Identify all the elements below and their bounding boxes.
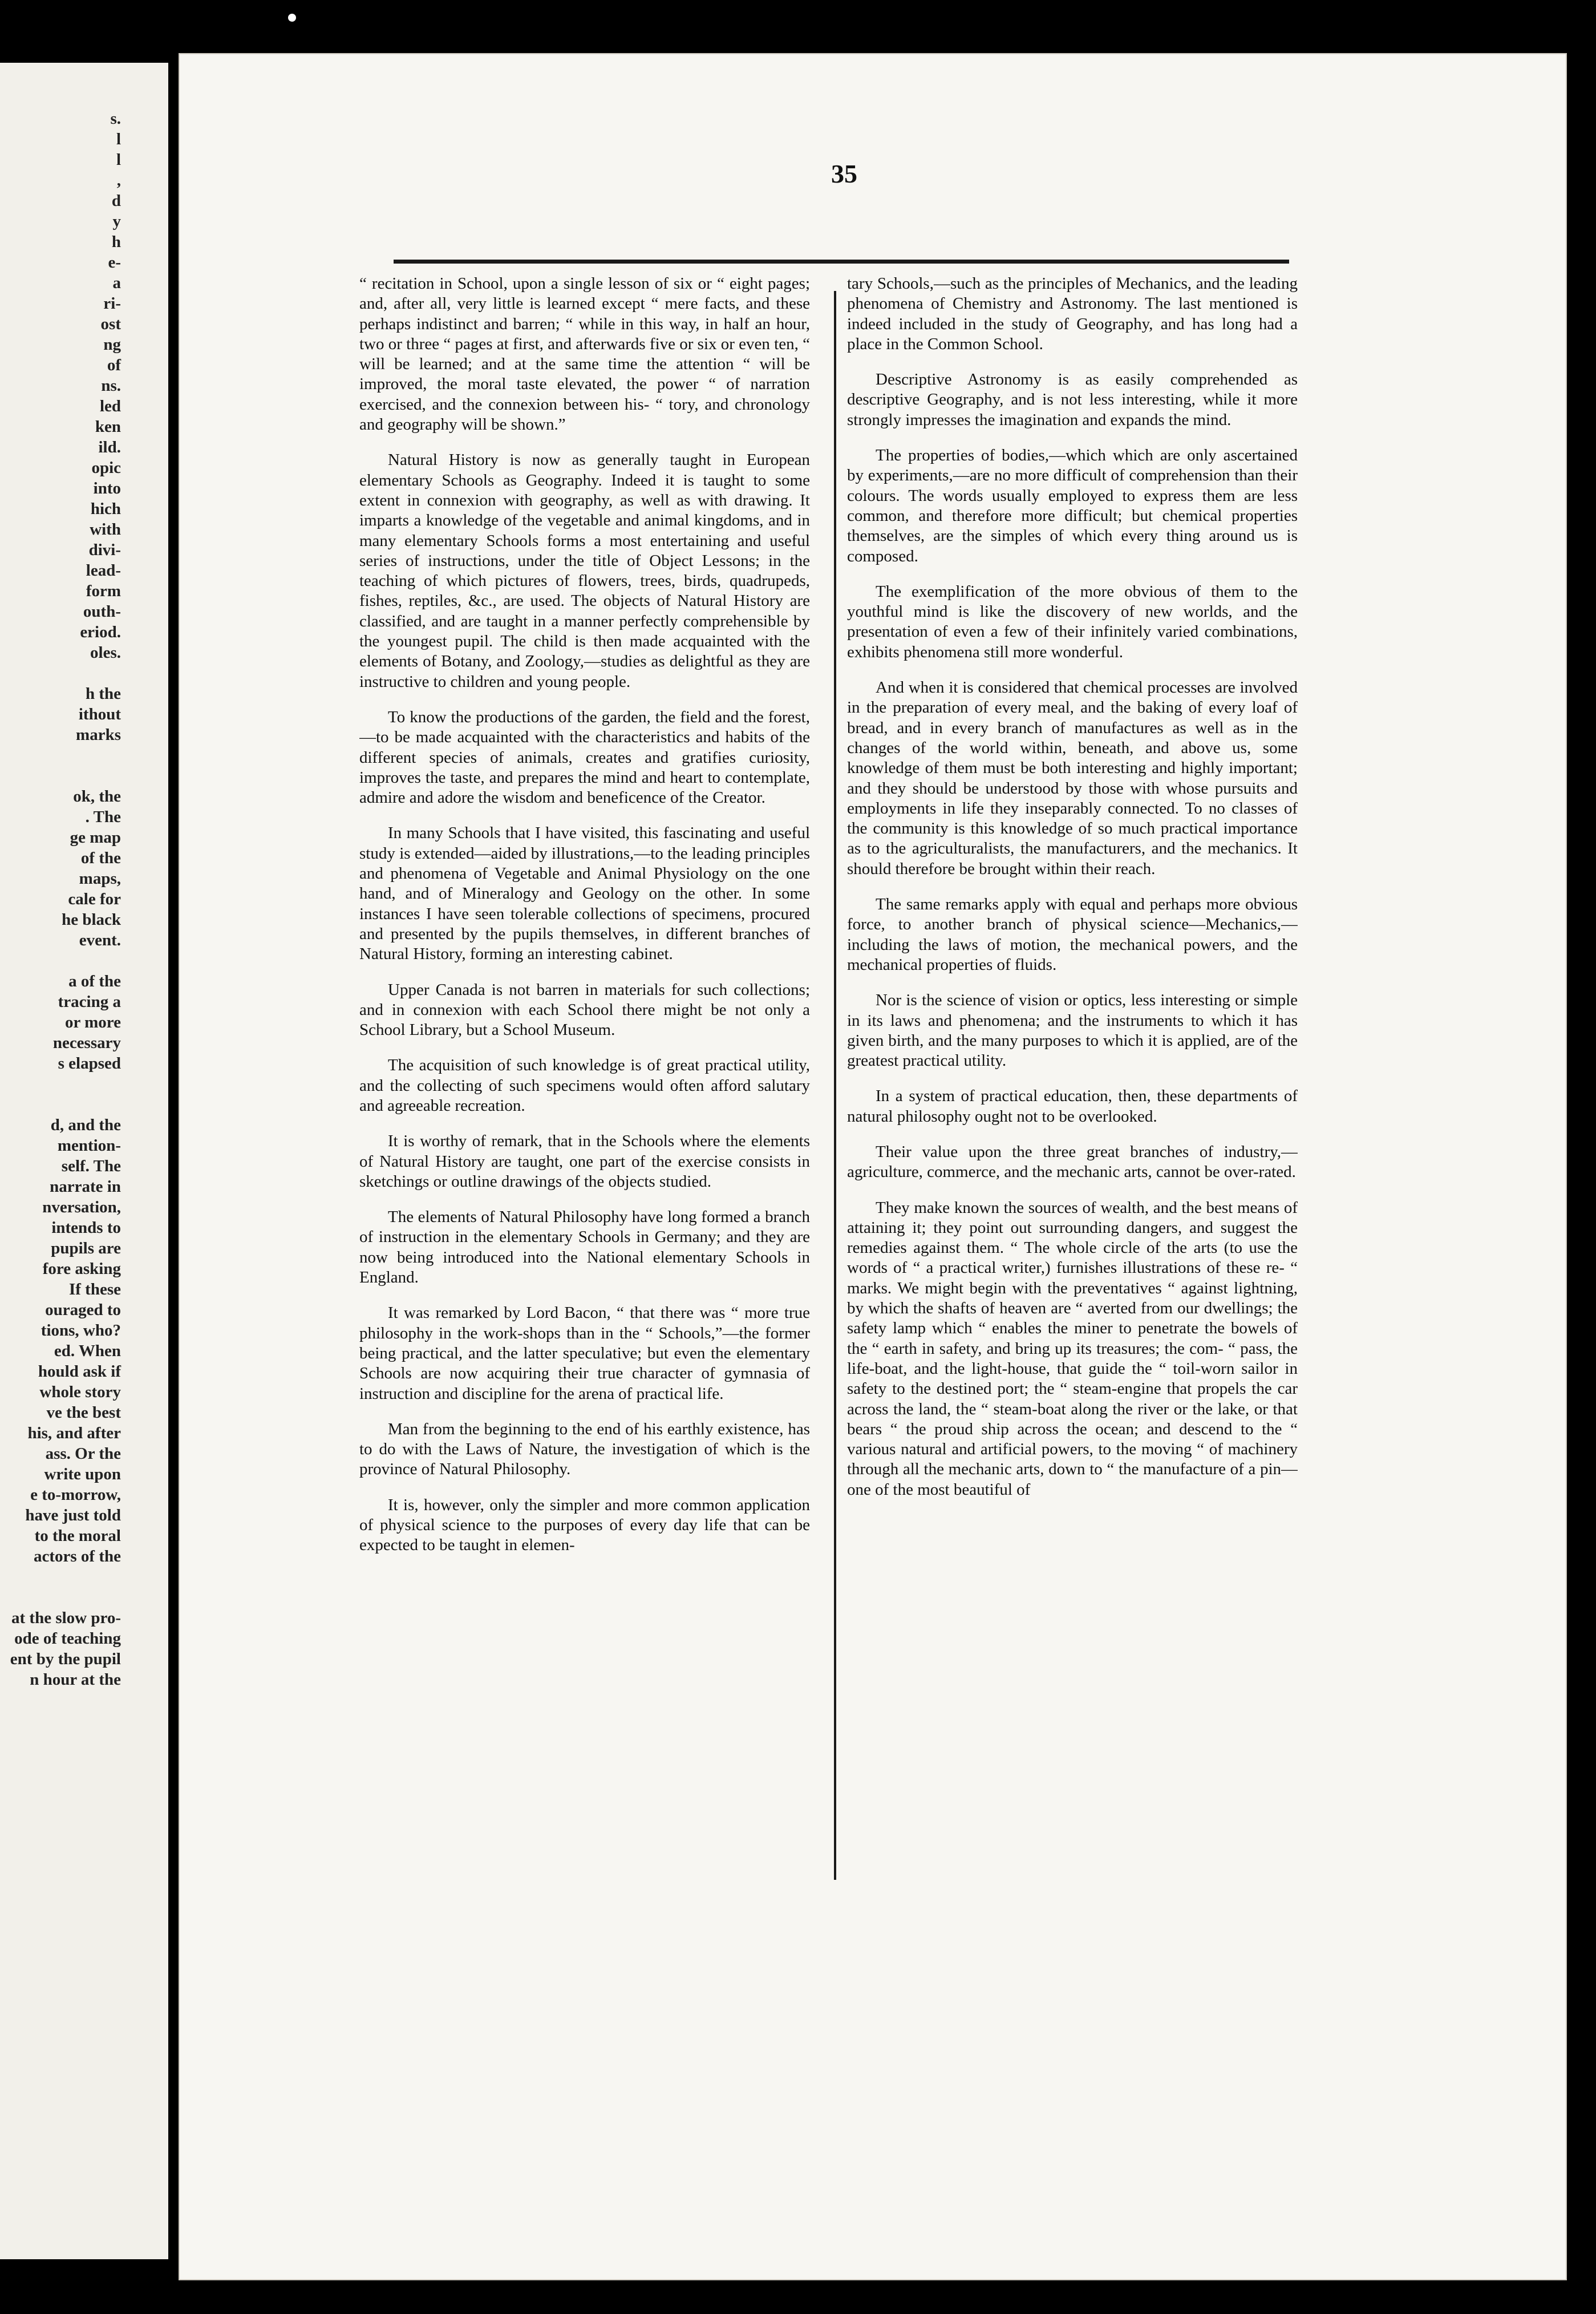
left-fragment-line: self. The	[61, 1157, 121, 1175]
left-fragment-line: his, and after	[27, 1424, 121, 1442]
left-fragment-line: into	[93, 479, 121, 497]
left-column	[359, 274, 810, 1880]
column-divider	[834, 291, 836, 1880]
left-fragment-line: e-	[108, 253, 121, 272]
left-fragment-line: h the	[85, 685, 121, 703]
left-fragment-line: ri-	[103, 294, 121, 313]
left-fragment-line: of the	[80, 849, 121, 867]
paragraph-chemical-processes: And when it is considered that chemical processes are involved in the preparation of every meal, and the baking of every loaf of bread, and in every branch of manufactures as well as in the changes of the world within, beneath, and above us, some knowledge of them must be both interesting and highly important; and they should be understood by those with whose pursuits and employments in life they inseparably connected. To no classes of the community is this knowledge of so much practical importance as to the agriculturalists, the manufacturers, and the mechanics. It should therefore be brought within their reach.	[847, 678, 1298, 878]
left-fragment-line: divi-	[88, 541, 121, 559]
paragraph-lord-bacon: It was remarked by Lord Bacon, “ that there was “ more true philosophy in the work-shops than in the “ Schools,”—the former being practical, and the latter speculative; but even the elementary Schools are now acquiring their true character of gymnasia of instruction and discipline for the arena of practical life.	[359, 1304, 810, 1403]
left-fragment-line: ode of teaching	[14, 1629, 121, 1648]
left-fragment-line: d, and the	[50, 1116, 121, 1134]
left-fragment-line: or more	[65, 1013, 121, 1031]
paragraph-sources-of-wealth: They make known the sources of wealth, and the best means of attaining it; they point out surrounding dangers, and suggest the remedies against them. “ The whole circle of the arts (to use the words of “ a practical writer,) furnishes illustrations of these re- “ marks. We might begin with the preventatives “ against lightning, by which the shafts of heaven are “ averted from our dwellings; the safety lamp which “ enables the miner to penetrate the bowels of the “ earth in safety, and bring up its treasures; the com- “ pass, the life-boat, and the light-house, that guide the “ toil-worn sailor in safety to the destined port; the “ steam-engine that propels the car across the land, the “ steam-boat along the river or the lake, or that bears “ the proud ship across the ocean; and descend to the “ various natural and artificial powers, to the moving “ of machinery through all the mechanic arts, down to “ the manufacture of a pin—one of the most beautiful of	[847, 1198, 1298, 1499]
paragraph-practical-education: In a system of practical education, then, these departments of natural philosophy ought not to be overlooked.	[847, 1087, 1298, 1126]
left-fragment-line: mention-	[57, 1136, 121, 1155]
left-fragment-line: outh-	[83, 602, 121, 621]
left-fragment-line: l	[116, 151, 121, 169]
paragraph-natural-philosophy: The elements of Natural Philosophy have long formed a branch of instruction in the elementary Schools in Germany; and they are now being introduced into the National elementary Schools in England.	[359, 1208, 810, 1287]
left-fragment-line: at the slow pro-	[11, 1609, 121, 1627]
scan-speck	[288, 14, 296, 22]
page-number: 35	[831, 159, 857, 188]
paragraph-physical-science: It is, however, only the simpler and more common application of physical science to the purposes of every day life that can be expected to be taught in elemen-	[359, 1495, 810, 1555]
left-fragment-line: ken	[95, 418, 121, 436]
left-fragment-line: . The	[85, 808, 121, 826]
left-fragment-line: a	[112, 274, 121, 292]
left-fragment-line: oles.	[90, 644, 121, 662]
left-fragment-line: ve the best	[46, 1403, 121, 1422]
left-fragment-line: whole story	[39, 1383, 121, 1401]
left-fragment-line	[0, 766, 121, 786]
left-fragment-line: fore asking	[42, 1260, 121, 1278]
left-fragment-line: ass. Or the	[45, 1445, 121, 1463]
left-fragment-line: ouraged to	[45, 1301, 121, 1319]
left-fragment-line: ent by the pupil	[10, 1650, 121, 1668]
left-fragment-line: ok, the	[73, 787, 121, 806]
paragraph-upper-canada: Upper Canada is not barren in materials for such collections; and in connexion with each School there might be not only a School Library, but a School Museum.	[359, 980, 810, 1039]
left-fragment-line: have just told	[25, 1506, 121, 1524]
paragraph-acquisition: The acquisition of such knowledge is of great practical utility, and the collecting of such specimens would often afford salutary and agreeable recreation.	[359, 1056, 810, 1115]
left-fragment-line: actors of the	[33, 1547, 121, 1565]
left-fragment-line: h	[111, 233, 121, 251]
left-page-fragment	[0, 63, 168, 2259]
left-fragment-line: ost	[100, 315, 121, 333]
left-fragment-line	[0, 663, 121, 683]
left-fragment-line: tions, who?	[40, 1321, 121, 1340]
paragraph-productions: To know the productions of the garden, the field and the forest,—to be made acquainted with the characteristics and habits of the different species of animals, creates and gratifies curiosity, improves the taste, and prepares the mind and heart to contemplate, admire and adore the wisdom and beneficence of the Creator.	[359, 707, 810, 807]
left-fragment-line: ge map	[70, 828, 121, 847]
left-fragment-line: nversation,	[42, 1198, 121, 1216]
left-fragment-line: led	[99, 397, 121, 415]
paragraph-laws-of-nature: Man from the beginning to the end of his earthly existence, has to do with the Laws of Nature, the investigation of which is the province of Natural Philosophy.	[359, 1419, 810, 1479]
left-fragment-line: ns.	[101, 377, 121, 395]
left-fragment-line	[0, 1094, 121, 1115]
left-fragment-line	[0, 745, 121, 766]
left-fragment-line: event.	[79, 931, 121, 949]
left-fragment-line: eriod.	[80, 623, 121, 641]
left-fragment-line: tracing a	[58, 993, 121, 1011]
paragraph-optics: Nor is the science of vision or optics, less interesting or simple in its laws and phenomena; and the instruments to which it has given birth, and the many purposes to which it is applied, are of the greatest practical utility.	[847, 991, 1298, 1070]
paragraph-properties: The properties of bodies,—which which are only ascertained by experiments,—are no more difficult of comprehension than their colours. The words usually employed to express them are less common, and therefore more difficult; but chemical properties themselves, are the simples of which every thing around us is composed.	[847, 446, 1298, 565]
left-fragment-line: d	[111, 192, 121, 210]
paragraph-many-schools: In many Schools that I have visited, this fascinating and useful study is extended—aided by illustrations,—to the leading principles and phenomena of Vegetable and Animal Physiology on the one hand, and of Mineralogy and Geology on the other. In some instances I have seen tolerable collections of specimens, procured and presented by the pupils themselves, in different branches of Natural History, forming an interesting cabinet.	[359, 824, 810, 964]
left-fragment-line: necessary	[52, 1034, 121, 1052]
left-fragment-line: write upon	[44, 1465, 121, 1483]
left-fragment-line: s.	[110, 110, 121, 128]
left-fragment-line: maps,	[79, 869, 121, 888]
left-fragment-line: hould ask if	[38, 1362, 121, 1381]
paragraph-worthy-of-remark: It is worthy of remark, that in the Schools where the elements of Natural History are taught, one part of the exercise consists in sketchings or outline drawings of the objects studied.	[359, 1132, 810, 1191]
left-page-text	[0, 108, 121, 1690]
left-fragment-line: form	[86, 582, 121, 600]
paragraph-history-quote: “ recitation in School, upon a single lesson of six or “ eight pages; and, after all, very little is learned except “ mere facts, and these perhaps indistinct and barren; “ while in this way, in half an hour, two or three “ pages at first, and afterwards five or six or even ten, “ will be learned; and at the same time the attention “ will be improved, the moral taste elevated, the power “ of narration exercised, and the connexion between his- “ tory, and chronology and geography will be shown.”	[359, 274, 810, 434]
left-fragment-line: of	[107, 356, 121, 374]
left-fragment-line: marks	[76, 726, 121, 744]
left-fragment-line: ithout	[78, 705, 121, 723]
left-fragment-line: ild.	[98, 438, 121, 456]
left-fragment-line: lead-	[86, 561, 121, 580]
left-fragment-line: with	[90, 520, 121, 539]
left-fragment-line: hich	[90, 500, 121, 518]
paragraph-astronomy: Descriptive Astronomy is as easily comprehended as descriptive Geography, and is not less interesting, while it more strongly impresses the imagination and expands the mind.	[847, 370, 1298, 429]
left-fragment-line: If these	[68, 1280, 121, 1298]
left-fragment-line	[0, 1587, 121, 1608]
left-fragment-line: pupils are	[51, 1239, 121, 1257]
left-fragment-line: he black	[62, 911, 121, 929]
left-fragment-line: opic	[91, 459, 121, 477]
left-fragment-line: ,	[116, 171, 121, 189]
right-column	[847, 274, 1298, 1880]
paragraph-exemplification: The exemplification of the more obvious of them to the youthful mind is like the discovery of new worlds, and the presentation of even a few of their infinitely varied combinations, exhibits phenomena still more wonderful.	[847, 582, 1298, 661]
left-fragment-line: cale for	[68, 890, 121, 908]
paragraph-natural-history: Natural History is now as generally taught in European elementary Schools as Geography. Indeed it is taught to some extent in connexion with geography, as well as with drawing. It imparts a knowledge of the vegetable and animal kingdoms, and in many elementary Schools forms a most entertaining and useful series of instructions, under the title of Object Lessons; in the teaching of which pictures of flowers, trees, birds, quadrupeds, fishes, reptiles, &c., are used. The objects of Natural History are classified, and are taught in a manner perfectly comprehensible by the youngest pupil. The child is then made acquainted with the elements of Botany, and Zoology,—studies as delightful as they are instructive to children and young people.	[359, 451, 810, 691]
left-fragment-line: y	[112, 212, 121, 230]
left-fragment-line: a of the	[68, 972, 121, 990]
left-fragment-line: l	[116, 130, 121, 148]
left-fragment-line: ng	[103, 335, 121, 354]
left-fragment-line	[0, 1074, 121, 1094]
paragraph-industry: Their value upon the three great branches of industry,—agriculture, commerce, and the mechanic arts, cannot be over-rated.	[847, 1142, 1298, 1182]
left-fragment-line: narrate in	[50, 1178, 121, 1196]
left-fragment-line: to the moral	[34, 1527, 121, 1545]
left-fragment-line	[0, 950, 121, 971]
paragraph-tary-schools: tary Schools,—such as the principles of Mechanics, and the leading phenomena of Chemistry and Astronomy. The last mentioned is indeed included in the study of Geography, and has long had a place in the Common School.	[847, 274, 1298, 353]
left-fragment-line: e to-morrow,	[30, 1486, 121, 1504]
left-fragment-line	[0, 1567, 121, 1587]
left-fragment-line: intends to	[51, 1219, 121, 1237]
left-fragment-line: n hour at the	[30, 1670, 121, 1689]
left-fragment-line: ed. When	[54, 1342, 121, 1360]
header-rule	[394, 260, 1289, 264]
paragraph-mechanics: The same remarks apply with equal and perhaps more obvious force, to another branch of physical science—Mechanics,—including the laws of motion, the mechanical powers, and the mechanical properties of fluids.	[847, 895, 1298, 974]
left-fragment-line: s elapsed	[58, 1054, 121, 1073]
